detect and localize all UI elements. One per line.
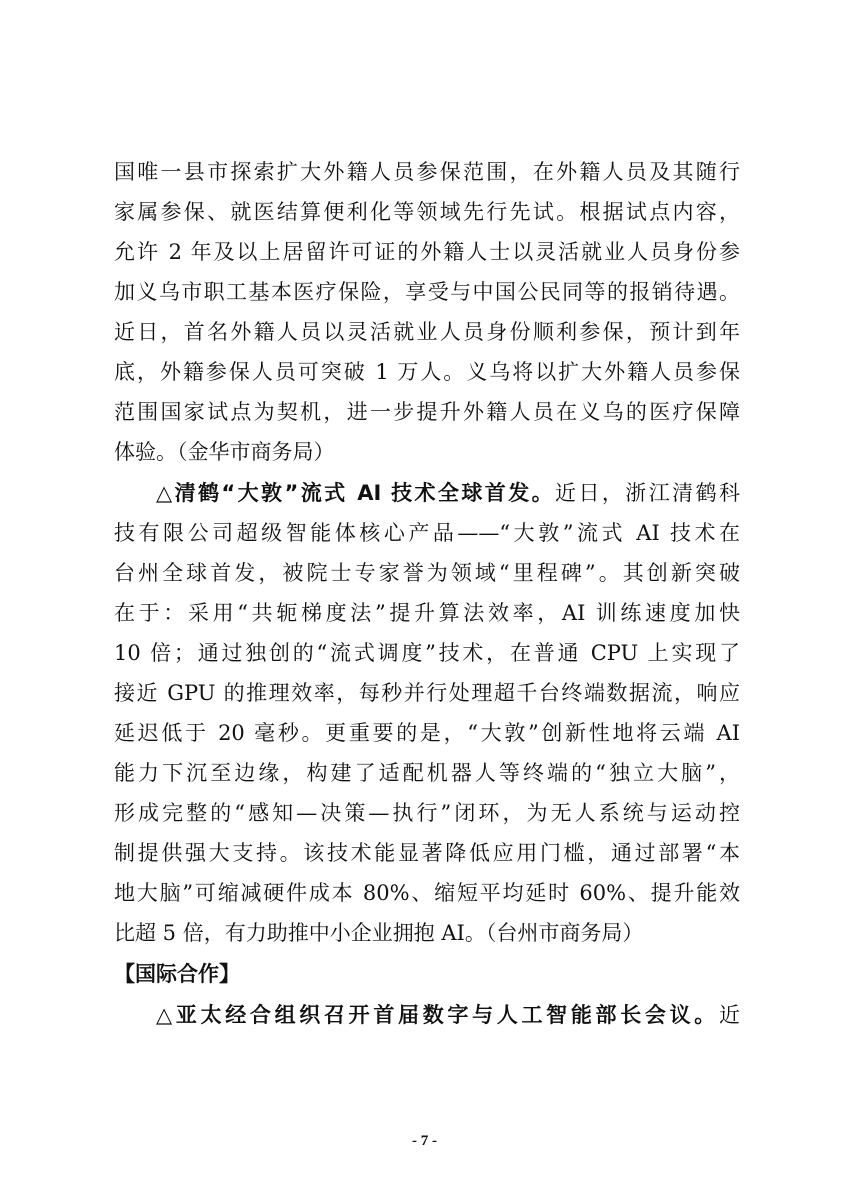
body-line-10: 技有限公司超级智能体核心产品——“大敦”流式 AI 技术在	[114, 521, 740, 545]
body-line-5: 近日，首名外籍人员以灵活就业人员身份顺利参保，预计到年	[114, 320, 740, 344]
body-line-14: 接近 GPU 的推理效率，每秒并行处理超千台终端数据流，响应	[114, 681, 740, 705]
news-item-title: △清鹤“大敦”流式 AI 技术全球首发。	[156, 481, 556, 505]
news-item-apec-headline	[156, 995, 740, 1035]
page-number: - 7 -	[412, 1133, 437, 1149]
body-line-17: 形成完整的“感知—决策—执行”闭环，为无人系统与运动控	[114, 801, 740, 825]
body-line-8: 体验。（金华市商务局）	[114, 440, 335, 464]
body-line-6: 底，外籍参保人员可突破 1 万人。义乌将以扩大外籍人员参保	[114, 360, 740, 384]
section-heading	[114, 954, 740, 994]
body-line-11: 台州全球首发，被院士专家誉为领域“里程碑”。其创新突破	[114, 561, 740, 585]
body-line-1: 国唯一县市探索扩大外籍人员参保范围，在外籍人员及其随行	[114, 160, 740, 184]
body-line-18: 制提供强大支持。该技术能显著降低应用门槛，通过部署“本	[114, 841, 740, 865]
body-line-7: 范围国家试点为契机，进一步提升外籍人员在义乌的医疗保障	[114, 400, 740, 424]
body-line-3: 允许 2 年及以上居留许可证的外籍人士以灵活就业人员身份参	[114, 240, 740, 264]
body-line-16: 能力下沉至边缘，构建了适配机器人等终端的“独立大脑”，	[114, 761, 740, 785]
news-item-ai-headline	[156, 473, 740, 513]
body-line-12: 在于：采用“共轭梯度法”提升算法效率，AI 训练速度加快	[114, 601, 740, 625]
news-item-title: △亚太经合组织召开首届数字与人工智能部长会议。	[156, 1003, 719, 1027]
body-line-4: 加义乌市职工基本医疗保险，享受与中国公民同等的报销待遇。	[114, 280, 740, 304]
news-item-lead: 近	[719, 1003, 740, 1027]
section-heading-text: 【国际合作】	[114, 962, 240, 986]
news-item-lead: 近日，浙江清鹤科	[555, 481, 740, 505]
body-line-19: 地大脑”可缩减硬件成本 80%、缩短平均延时 60%、提升能效	[114, 881, 740, 905]
body-line-20: 比超 5 倍，有力助推中小企业拥抱 AI。（台州市商务局）	[114, 921, 644, 945]
body-line-13: 10 倍；通过独创的“流式调度”技术，在普通 CPU 上实现了	[114, 641, 740, 665]
body-line-15: 延迟低于 20 毫秒。更重要的是，“大敦”创新性地将云端 AI	[114, 721, 740, 745]
body-line-2: 家属参保、就医结算便利化等领域先行先试。根据试点内容，	[114, 200, 740, 224]
